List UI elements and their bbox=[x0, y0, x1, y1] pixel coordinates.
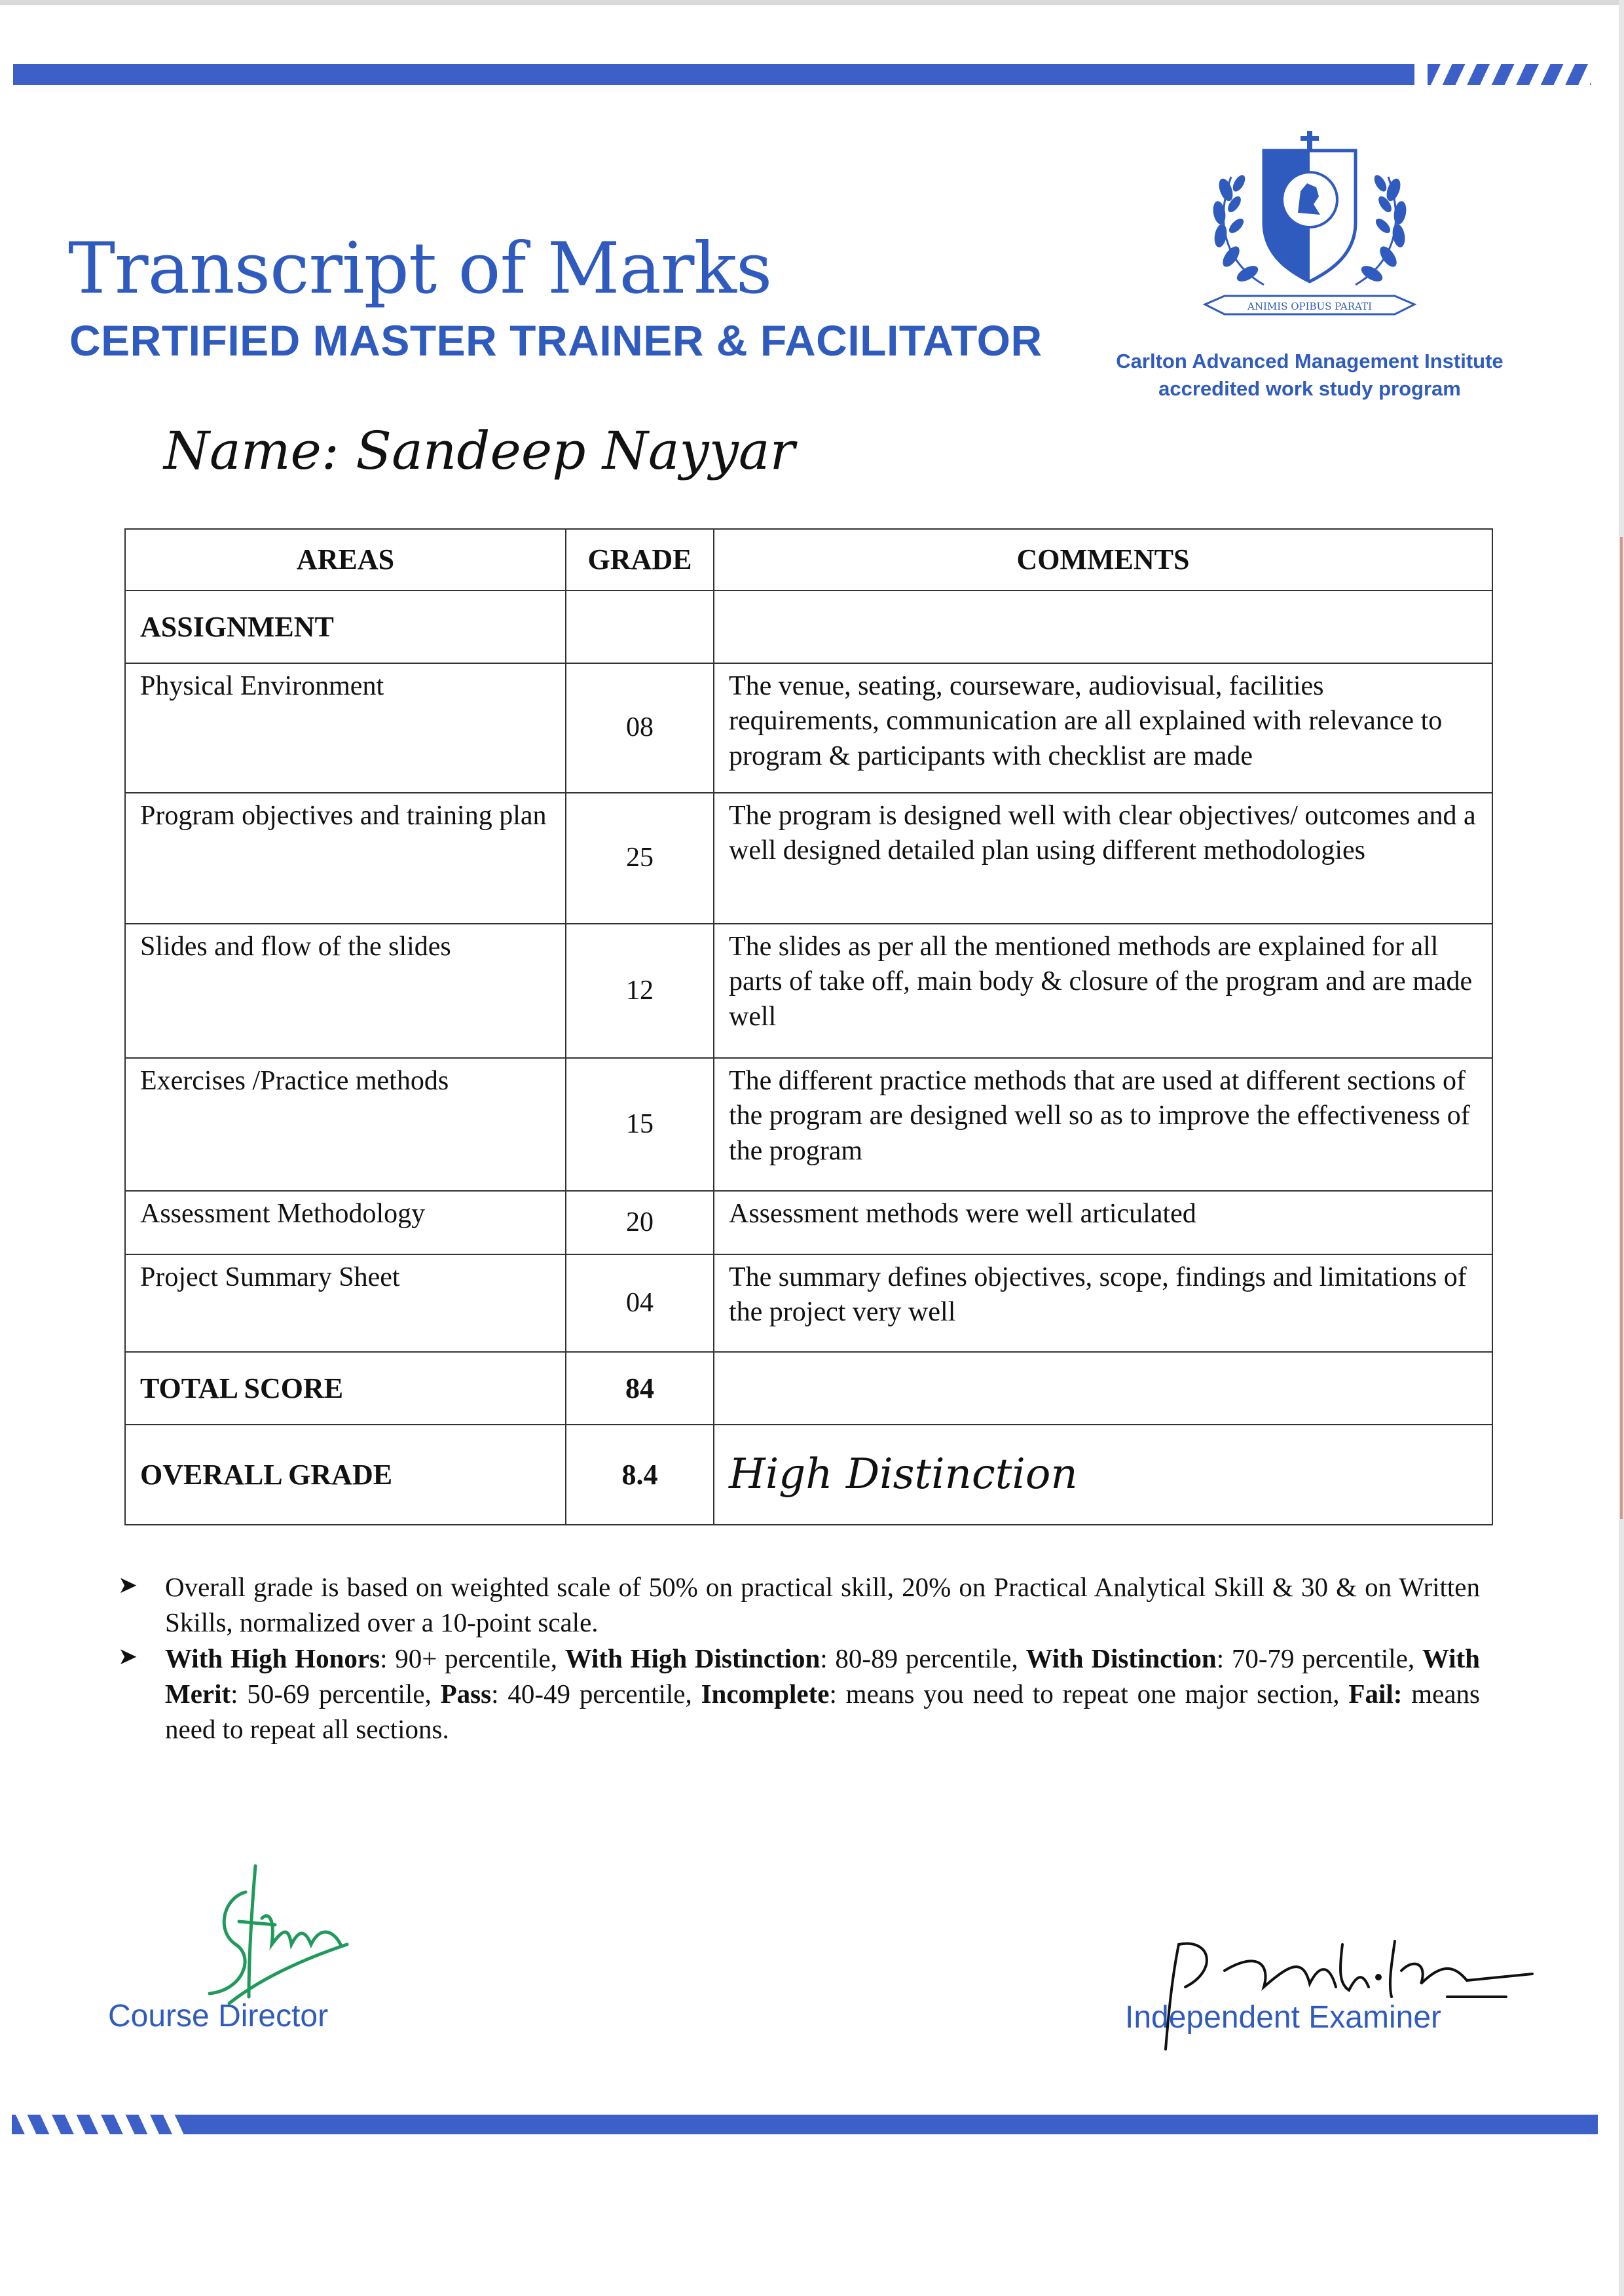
label-pass: Pass bbox=[440, 1679, 492, 1709]
grade-cell: 20 bbox=[566, 1191, 714, 1254]
grade-cell: 08 bbox=[566, 663, 714, 793]
column-header-comments: COMMENTS bbox=[714, 529, 1492, 591]
grade-cell: 25 bbox=[566, 793, 714, 924]
table-row bbox=[125, 1058, 1492, 1191]
table-header-row bbox=[125, 529, 1492, 591]
column-header-areas: AREAS bbox=[125, 529, 566, 591]
section-grade-empty bbox=[566, 591, 714, 663]
independent-examiner-label: Independent Examiner bbox=[1125, 2000, 1441, 2035]
scan-edge-red-mark bbox=[1620, 537, 1623, 1519]
section-row-assignment bbox=[125, 591, 1492, 663]
grade-cell: 15 bbox=[566, 1058, 714, 1191]
label-high-honors: With High Honors bbox=[165, 1643, 380, 1674]
section-label: ASSIGNMENT bbox=[125, 591, 566, 663]
area-cell: Program objectives and training plan bbox=[125, 793, 566, 924]
course-director-signature bbox=[183, 1853, 367, 2010]
total-score-value: 84 bbox=[566, 1352, 714, 1425]
area-cell: Project Summary Sheet bbox=[125, 1254, 566, 1352]
document-subtitle: CERTIFIED MASTER TRAINER & FACILITATOR bbox=[69, 316, 1043, 365]
table-row bbox=[125, 924, 1492, 1058]
grade-cell: 04 bbox=[566, 1254, 714, 1352]
text-high-distinction: : 80-89 percentile, bbox=[820, 1643, 1026, 1674]
text-distinction: : 70-79 percentile, bbox=[1216, 1643, 1422, 1674]
top-blue-band bbox=[13, 64, 1414, 85]
bottom-blue-band bbox=[183, 2115, 1598, 2134]
text-fail: means need to repeat all sections. bbox=[165, 1679, 1480, 1744]
bullet-arrow-icon: ➤ bbox=[118, 1643, 138, 1670]
grading-notes bbox=[118, 1570, 1480, 1749]
scan-edge-top bbox=[0, 0, 1624, 5]
total-score-row bbox=[125, 1352, 1492, 1425]
comment-cell: The slides as per all the mentioned methods are explained for all parts of take off, main body & closure of the program and are made well bbox=[714, 924, 1492, 1058]
label-incomplete: Incomplete bbox=[701, 1679, 830, 1709]
comment-cell: The program is designed well with clear objectives/ outcomes and a well designed detailed plan using different methodologies bbox=[714, 793, 1492, 924]
comment-cell: The summary defines objectives, scope, findings and limitations of the project very well bbox=[714, 1254, 1492, 1352]
area-cell: Physical Environment bbox=[125, 663, 566, 793]
overall-grade-value: 8.4 bbox=[566, 1425, 714, 1525]
area-cell: Assessment Methodology bbox=[125, 1191, 566, 1254]
bottom-band-stripes bbox=[12, 2115, 183, 2134]
overall-grade-row bbox=[125, 1425, 1492, 1525]
label-fail: Fail: bbox=[1348, 1679, 1403, 1709]
overall-grade-remark: High Distinction bbox=[729, 1449, 1078, 1499]
institute-program: accredited work study program bbox=[1158, 377, 1461, 400]
table-row bbox=[125, 1191, 1492, 1254]
institute-crest-logo bbox=[1185, 131, 1434, 334]
note-weighting-text: Overall grade is based on weighted scale of 50% on practical skill, 20% on Practical Analytical Skill & 30 & on Written Skills, normalized over a 10-point scale. bbox=[165, 1572, 1480, 1637]
candidate-name: Name: Sandeep Nayyar bbox=[164, 420, 795, 481]
overall-grade-label: OVERALL GRADE bbox=[125, 1425, 566, 1525]
text-pass: : 40-49 percentile, bbox=[491, 1679, 701, 1709]
bullet-arrow-icon: ➤ bbox=[118, 1572, 138, 1598]
label-high-distinction: With High Distinction bbox=[564, 1643, 821, 1674]
area-cell: Slides and flow of the slides bbox=[125, 924, 566, 1058]
document-title: Transcript of Marks bbox=[68, 228, 772, 310]
total-score-comment-empty bbox=[714, 1352, 1492, 1425]
column-header-grade: GRADE bbox=[566, 529, 714, 591]
text-merit: : 50-69 percentile, bbox=[231, 1679, 441, 1709]
comment-cell: Assessment methods were well articulated bbox=[714, 1191, 1492, 1254]
comment-cell: The different practice methods that are used at different sections of the program are designed well so as to improve the effectiveness of the program bbox=[714, 1058, 1492, 1191]
grade-cell: 12 bbox=[566, 924, 714, 1058]
total-score-label: TOTAL SCORE bbox=[125, 1352, 566, 1425]
section-comment-empty bbox=[714, 591, 1492, 663]
independent-examiner-signature bbox=[1139, 1925, 1545, 2056]
area-cell: Exercises /Practice methods bbox=[125, 1058, 566, 1191]
course-director-label: Course Director bbox=[108, 1999, 329, 2033]
crest-motto: ANIMIS OPIBUS PARATI bbox=[1247, 301, 1373, 312]
label-merit: With Merit bbox=[165, 1643, 1480, 1709]
marks-table bbox=[124, 528, 1493, 1525]
institute-name: Carlton Advanced Management Institute bbox=[1116, 350, 1504, 373]
comment-cell: The venue, seating, courseware, audiovisual, facilities requirements, communication are all explained with relevance to program & participants with checklist are made bbox=[714, 663, 1492, 793]
note-grade-bands bbox=[118, 1641, 1480, 1747]
table-row bbox=[125, 1254, 1492, 1352]
text-incomplete: : means you need to repeat one major section, bbox=[829, 1679, 1349, 1709]
label-distinction: With Distinction bbox=[1025, 1643, 1217, 1674]
overall-grade-remark-cell bbox=[714, 1425, 1492, 1525]
note-weighting bbox=[118, 1570, 1480, 1640]
table-row bbox=[125, 663, 1492, 793]
text-high-honors: : 90+ percentile, bbox=[380, 1643, 565, 1674]
table-row bbox=[125, 793, 1492, 924]
top-band-stripes bbox=[1428, 64, 1591, 85]
